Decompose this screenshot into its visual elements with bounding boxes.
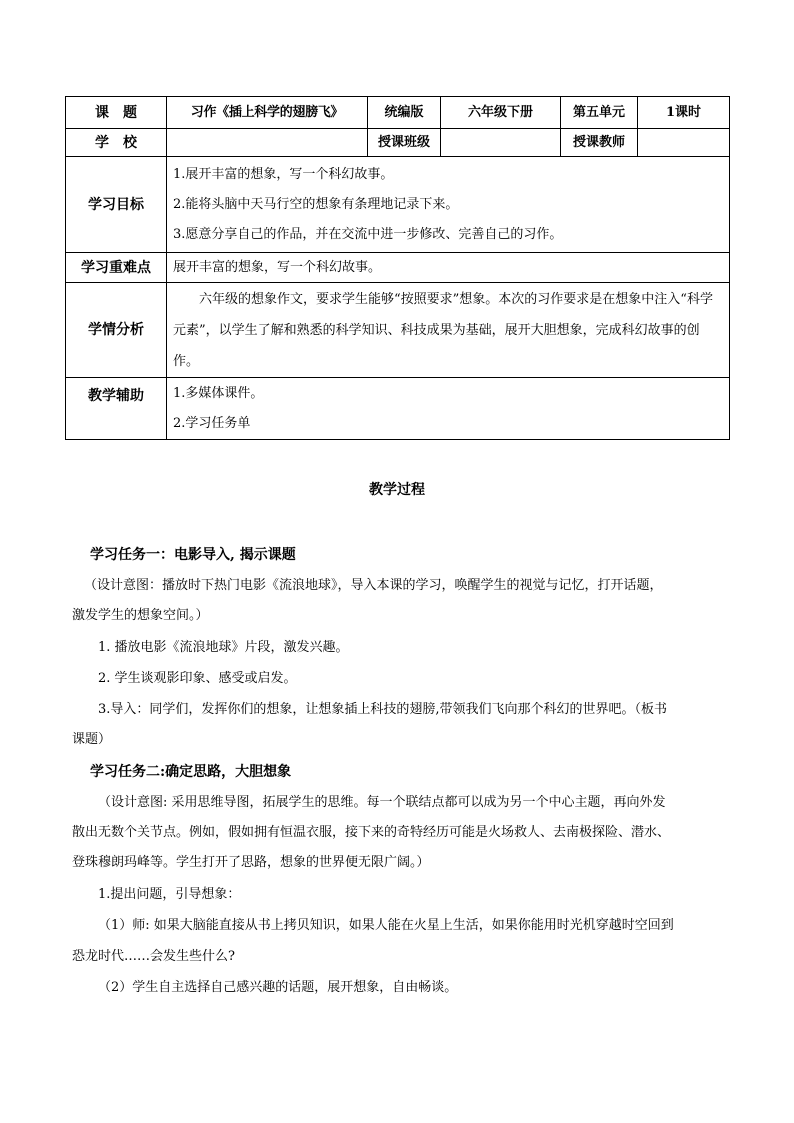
- task2-step: 1.提出问题，引导想象：: [98, 887, 241, 902]
- task2-design-line: 散出无数个关节点。例如，假如拥有恒温衣服，接下来的奇特经历可能是火场救人、去南极探险、潜水、: [72, 825, 671, 840]
- task2-title: 学习任务二:确定思路，大胆想象: [90, 764, 292, 780]
- unit-cell: 第五单元: [561, 97, 638, 129]
- goal-item: 3.愿意分享自己的作品，并在交流中进一步修改、完善自己的习作。: [173, 226, 563, 242]
- task1-step: 课题）: [72, 732, 112, 747]
- analysis-content: [167, 283, 730, 378]
- table-row: [66, 283, 730, 378]
- key-label: 学习重难点: [66, 253, 167, 283]
- goals-label: 学习目标: [66, 157, 167, 253]
- goals-content: [167, 157, 730, 253]
- task2-question: （1）师: 如果大脑能直接从书上拷贝知识，如果人能在火星上生活，如果你能用时光机穿越时空回到: [98, 918, 674, 933]
- lesson-info-table: [65, 96, 730, 440]
- grade-cell: 六年级下册: [441, 97, 561, 129]
- school-label: 学 校: [66, 129, 167, 157]
- task1-step: 1. 播放电影《流浪地球》片段，激发兴趣。: [98, 640, 349, 655]
- table-row: [66, 157, 730, 253]
- task2-question: 恐龙时代……会发生些什么?: [72, 949, 235, 964]
- goal-item: 1.展开丰富的想象，写一个科幻故事。: [173, 166, 394, 182]
- analysis-text: 六年级的想象作文，要求学生能够“按照要求”想象。本次的习作要求是在想象中注入“科学元素”，以学生了解和熟悉的科学知识、科技成果为基础，展开大胆想象，完成科幻故事的创作。: [173, 292, 713, 369]
- task2-design-line: （设计意图: 采用思维导图，拓展学生的思维。每一个联结点都可以成为另一个中心主题，再向外发: [98, 795, 666, 810]
- edition-cell: 统编版: [368, 97, 441, 129]
- section-title: 教学过程: [369, 482, 425, 498]
- teacher-value: [638, 129, 730, 157]
- task1-step: 3.导入：同学们，发挥你们的想象，让想象插上科技的翅膀,带领我们飞向那个科幻的世界吧。（板书: [98, 702, 668, 717]
- aids-content: [167, 378, 730, 440]
- task1-step: 2. 学生谈观影印象、感受或启发。: [98, 671, 297, 686]
- task2-design-line: 登珠穆朗玛峰等。学生打开了思路，想象的世界便无限广阔。）: [72, 855, 430, 870]
- table-row: [66, 378, 730, 440]
- aid-item: 1.多媒体课件。: [173, 385, 264, 401]
- class-value: [441, 129, 561, 157]
- class-label: 授课班级: [368, 129, 441, 157]
- table-row: [66, 129, 730, 157]
- school-value: [167, 129, 368, 157]
- key-content: 展开丰富的想象，写一个科幻故事。: [167, 253, 730, 283]
- aid-item: 2.学习任务单: [173, 415, 251, 431]
- teacher-label: 授课教师: [561, 129, 638, 157]
- table-row: [66, 97, 730, 129]
- task1-design-line: （设计意图：播放时下热门电影《流浪地球》，导入本课的学习，唤醒学生的视觉与记忆，打开话题，: [84, 578, 663, 593]
- analysis-label: 学情分析: [66, 283, 167, 378]
- lesson-title: 习作《插上科学的翅膀飞》: [167, 97, 368, 129]
- topic-label: 课 题: [66, 97, 167, 129]
- task1-design-line: 激发学生的想象空间。）: [72, 608, 209, 623]
- aids-label: 教学辅助: [66, 378, 167, 440]
- task1-title: 学习任务一：电影导入, 揭示课题: [90, 547, 296, 563]
- goal-item: 2.能将头脑中天马行空的想象有条理地记录下来。: [173, 196, 459, 212]
- task2-question: （2）学生自主选择自己感兴趣的话题，展开想象，自由畅谈。: [98, 980, 458, 995]
- hours-cell: 1课时: [638, 97, 730, 129]
- table-row: [66, 253, 730, 283]
